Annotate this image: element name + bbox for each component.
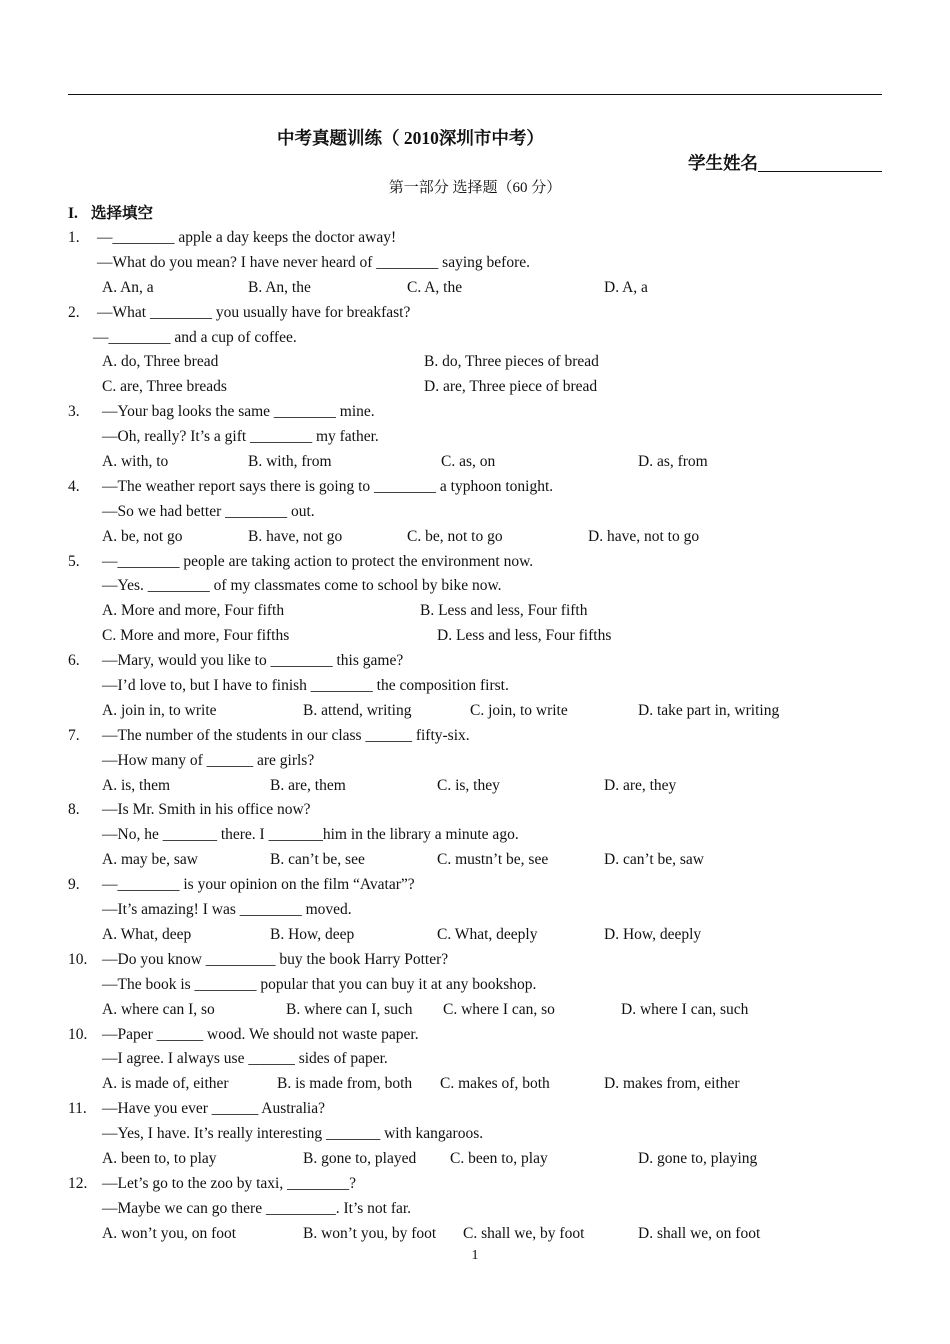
answer-option[interactable]: B. can’t be, see bbox=[270, 851, 365, 869]
question-stem: —How many of ______ are girls? bbox=[102, 751, 315, 769]
question-item bbox=[68, 550, 882, 650]
question-item bbox=[68, 475, 882, 550]
question-line bbox=[68, 898, 882, 923]
question-stem: —What do you mean? I have never heard of ________ saying before. bbox=[97, 253, 530, 271]
question-line bbox=[68, 1047, 882, 1072]
answer-option[interactable]: A. been to, to play bbox=[102, 1149, 217, 1167]
question-line bbox=[68, 326, 882, 351]
answer-option[interactable]: C. makes of, both bbox=[440, 1075, 550, 1093]
question-line bbox=[68, 873, 882, 898]
question-stem: —The number of the students in our class ______ fifty-six. bbox=[102, 726, 470, 744]
question-line bbox=[68, 475, 882, 500]
page-title: 中考真题训练（ 2010深圳市中考） bbox=[277, 128, 544, 148]
question-number: 8. bbox=[68, 801, 80, 819]
question-item bbox=[68, 400, 882, 475]
question-number: 3. bbox=[68, 403, 80, 421]
student-name-label: 学生姓名 bbox=[688, 153, 758, 173]
question-item bbox=[68, 226, 882, 301]
question-number: 1. bbox=[68, 229, 80, 246]
answer-option[interactable]: C. mustn’t be, see bbox=[437, 851, 549, 869]
answer-option[interactable]: D. makes from, either bbox=[604, 1075, 740, 1093]
question-stem: —Do you know _________ buy the book Harry Potter? bbox=[102, 950, 449, 968]
question-line bbox=[68, 425, 882, 450]
answer-option[interactable]: A. is made of, either bbox=[102, 1075, 229, 1093]
answer-option[interactable]: B. is made from, both bbox=[277, 1075, 413, 1093]
question-line bbox=[68, 724, 882, 749]
options-row bbox=[68, 450, 882, 475]
question-stem: —Have you ever ______ Australia? bbox=[102, 1100, 325, 1118]
question-number: 5. bbox=[68, 552, 80, 570]
question-item bbox=[68, 1172, 882, 1247]
section-heading bbox=[68, 201, 153, 223]
answer-option[interactable]: A. may be, saw bbox=[102, 851, 198, 869]
answer-option[interactable]: D. are, Three piece of bread bbox=[424, 378, 598, 396]
answer-option[interactable]: A. An, a bbox=[102, 278, 154, 296]
question-stem: —Yes. ________ of my classmates come to school by bike now. bbox=[102, 577, 502, 595]
question-line bbox=[68, 823, 882, 848]
options-row bbox=[68, 699, 882, 724]
answer-option[interactable]: D. gone to, playing bbox=[638, 1149, 758, 1167]
answer-option[interactable]: B. have, not go bbox=[248, 527, 343, 545]
answer-option[interactable]: A. do, Three bread bbox=[102, 353, 219, 371]
options-row bbox=[68, 923, 882, 948]
question-number: 6. bbox=[68, 652, 80, 670]
question-stem: —The book is ________ popular that you can buy it at any bookshop. bbox=[102, 975, 537, 993]
answer-option[interactable]: C. be, not to go bbox=[407, 527, 503, 545]
answer-option[interactable]: D. as, from bbox=[638, 453, 708, 471]
answer-option[interactable]: A. won’t you, on foot bbox=[102, 1224, 237, 1242]
header-rule bbox=[68, 94, 882, 95]
question-stem: —Oh, really? It’s a gift ________ my father. bbox=[102, 428, 379, 446]
options-row bbox=[68, 774, 882, 799]
question-line bbox=[68, 973, 882, 998]
question-number: 10. bbox=[68, 1025, 88, 1043]
question-item bbox=[68, 1023, 882, 1098]
question-stem: —________ and a cup of coffee. bbox=[93, 328, 297, 346]
answer-option[interactable]: C. join, to write bbox=[470, 701, 568, 719]
answer-option[interactable]: A. What, deep bbox=[102, 925, 192, 943]
question-line bbox=[68, 1097, 882, 1122]
question-stem: —No, he _______ there. I _______him in the library a minute ago. bbox=[102, 826, 519, 844]
question-line bbox=[68, 500, 882, 525]
answer-option[interactable]: B. with, from bbox=[248, 453, 332, 471]
section-number: I. bbox=[68, 205, 78, 222]
question-stem: —________ people are taking action to protect the environment now. bbox=[102, 552, 534, 570]
answer-option[interactable]: C. shall we, by foot bbox=[463, 1224, 585, 1242]
question-stem: —What ________ you usually have for breakfast? bbox=[97, 303, 411, 321]
answer-option[interactable]: D. have, not to go bbox=[588, 527, 700, 545]
answer-option[interactable]: C. More and more, Four fifths bbox=[102, 627, 290, 645]
question-stem: —Yes, I have. It’s really interesting _______ with kangaroos. bbox=[102, 1125, 484, 1143]
question-stem: —I’d love to, but I have to finish ________ the composition first. bbox=[102, 677, 509, 695]
question-item bbox=[68, 948, 882, 1023]
question-line bbox=[68, 301, 882, 326]
answer-option[interactable]: B. Less and less, Four fifth bbox=[420, 602, 588, 620]
question-stem: —________ apple a day keeps the doctor away! bbox=[97, 229, 397, 246]
answer-option[interactable]: B. gone to, played bbox=[303, 1149, 417, 1167]
question-list bbox=[68, 226, 882, 1247]
answer-option[interactable]: A. join in, to write bbox=[102, 701, 217, 719]
question-stem: —Maybe we can go there _________. It’s not far. bbox=[102, 1199, 412, 1217]
answer-option[interactable]: B. where can I, such bbox=[286, 1000, 413, 1018]
part-title: 第一部分 选择题（60 分） bbox=[388, 180, 562, 196]
options-row bbox=[68, 599, 882, 624]
answer-option[interactable]: C. are, Three breads bbox=[102, 378, 227, 396]
answer-option[interactable]: B. do, Three pieces of bread bbox=[424, 353, 599, 371]
answer-option[interactable]: D. take part in, writing bbox=[638, 701, 780, 719]
options-row bbox=[68, 848, 882, 873]
answer-option[interactable]: D. can’t be, saw bbox=[604, 851, 705, 869]
question-stem: —The weather report says there is going to ________ a typhoon tonight. bbox=[102, 477, 554, 495]
question-number: 2. bbox=[68, 303, 80, 321]
question-stem: —Paper ______ wood. We should not waste paper. bbox=[102, 1025, 419, 1043]
answer-option[interactable]: A. is, them bbox=[102, 776, 171, 794]
question-line bbox=[68, 550, 882, 575]
question-line bbox=[68, 226, 882, 251]
question-line bbox=[68, 674, 882, 699]
options-row bbox=[68, 1072, 882, 1097]
question-stem: —Your bag looks the same ________ mine. bbox=[102, 403, 375, 421]
question-number: 4. bbox=[68, 477, 80, 495]
answer-option[interactable]: D. A, a bbox=[604, 278, 648, 296]
answer-option[interactable]: D. How, deeply bbox=[604, 925, 702, 943]
question-line bbox=[68, 649, 882, 674]
question-number: 11. bbox=[68, 1100, 87, 1118]
question-line bbox=[68, 1197, 882, 1222]
answer-option[interactable]: B. are, them bbox=[270, 776, 346, 794]
question-number: 12. bbox=[68, 1174, 88, 1192]
question-item bbox=[68, 873, 882, 948]
question-line bbox=[68, 574, 882, 599]
question-number: 10. bbox=[68, 950, 88, 968]
options-row bbox=[68, 624, 882, 649]
page-number: 1 bbox=[471, 1248, 479, 1263]
question-stem: —Mary, would you like to ________ this game? bbox=[102, 652, 404, 670]
answer-option[interactable]: C. as, on bbox=[441, 453, 496, 471]
answer-option[interactable]: D. shall we, on foot bbox=[638, 1224, 761, 1242]
options-row bbox=[68, 525, 882, 550]
section-title: 选择填空 bbox=[91, 205, 154, 222]
question-number: 9. bbox=[68, 876, 80, 894]
options-row bbox=[68, 375, 882, 400]
question-stem: —So we had better ________ out. bbox=[102, 502, 315, 520]
question-item bbox=[68, 301, 882, 401]
question-stem: —________ is your opinion on the film “Avatar”? bbox=[102, 876, 415, 894]
question-number: 7. bbox=[68, 726, 80, 744]
question-line bbox=[68, 251, 882, 276]
question-item bbox=[68, 798, 882, 873]
answer-option[interactable]: C. What, deeply bbox=[437, 925, 538, 943]
answer-option[interactable]: B. attend, writing bbox=[303, 701, 412, 719]
answer-option[interactable]: A. More and more, Four fifth bbox=[102, 602, 285, 620]
answer-option[interactable]: C. been to, play bbox=[450, 1149, 548, 1167]
question-stem: —I agree. I always use ______ sides of paper. bbox=[102, 1050, 388, 1068]
question-line bbox=[68, 798, 882, 823]
answer-option[interactable]: B. How, deep bbox=[270, 925, 355, 943]
answer-option[interactable]: C. where I can, so bbox=[443, 1000, 555, 1018]
question-stem: —It’s amazing! I was ________ moved. bbox=[102, 901, 352, 919]
question-line bbox=[68, 1172, 882, 1197]
options-row bbox=[68, 1147, 882, 1172]
answer-option[interactable]: A. be, not go bbox=[102, 527, 183, 545]
question-item bbox=[68, 649, 882, 724]
question-line bbox=[68, 1023, 882, 1048]
answer-option[interactable]: B. won’t you, by foot bbox=[303, 1224, 437, 1242]
answer-option[interactable]: C. A, the bbox=[407, 278, 463, 296]
question-item bbox=[68, 1097, 882, 1172]
question-line bbox=[68, 400, 882, 425]
question-line bbox=[68, 1122, 882, 1147]
answer-option[interactable]: C. is, they bbox=[437, 776, 500, 794]
answer-option[interactable]: D. are, they bbox=[604, 776, 677, 794]
options-row bbox=[68, 350, 882, 375]
answer-option[interactable]: B. An, the bbox=[248, 278, 311, 296]
question-line bbox=[68, 948, 882, 973]
answer-option[interactable]: A. where can I, so bbox=[102, 1000, 215, 1018]
question-stem: —Let’s go to the zoo by taxi, ________? bbox=[102, 1174, 356, 1192]
answer-option[interactable]: D. Less and less, Four fifths bbox=[437, 627, 612, 645]
options-row bbox=[68, 1222, 882, 1247]
question-item bbox=[68, 724, 882, 799]
answer-option[interactable]: D. where I can, such bbox=[621, 1000, 749, 1018]
student-name-blank[interactable] bbox=[758, 153, 882, 172]
question-line bbox=[68, 749, 882, 774]
answer-option[interactable]: A. with, to bbox=[102, 453, 169, 471]
student-name-field bbox=[688, 150, 882, 175]
options-row bbox=[68, 998, 882, 1023]
options-row bbox=[68, 276, 882, 301]
question-stem: —Is Mr. Smith in his office now? bbox=[102, 801, 311, 819]
